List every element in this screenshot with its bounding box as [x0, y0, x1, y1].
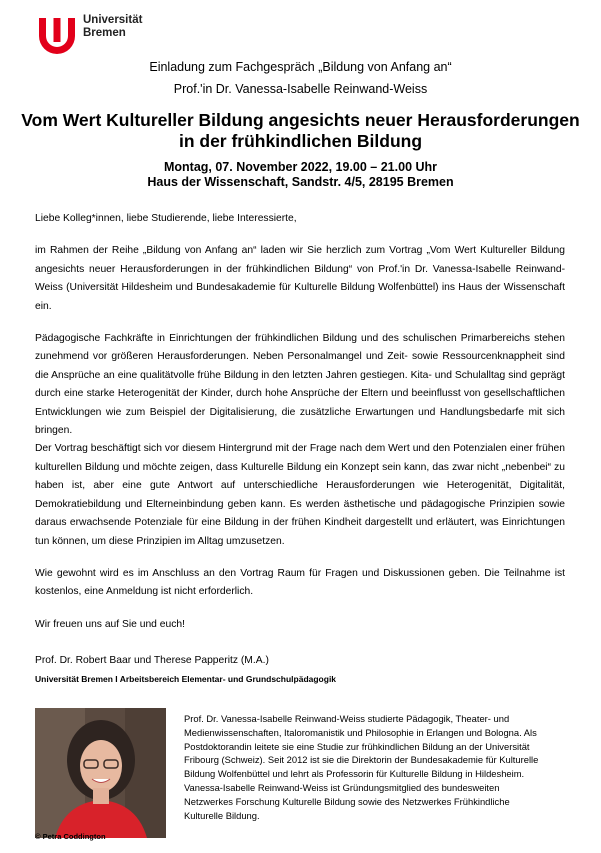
body-text: [35, 210, 565, 634]
paragraph-3: Der Vortrag beschäftigt sich vor diesem Hintergrund mit der Frage nach dem Wert und den Potenzialen einer frühen kulturellen Bildung und möchte zeigen, dass Kulturelle Bildung ein Konzept sein kann, das zwar nicht „nebenbei“ zu haben ist, aber eine gute Antwort auf unterschiedliche Herausforderungen wie Heterogenität, Digitalität, Demokratiebildung und Elterneinbindung geben kann. Es werden ästhetische und pädagogische Prinzipien sowie daraus erwachsende Potenziale für eine Bildung in der frühen Kindheit dargestellt und erläutert, was Einrichtungen tun können, um diese Prinzipien im Alltag umzusetzen.: [35, 443, 565, 547]
invitation-line: Einladung zum Fachgespräch „Bildung von Anfang an“: [149, 60, 452, 74]
event-date: Montag, 07. November 2022, 19.00 – 21.00 Uhr: [163, 160, 438, 174]
event-location: Haus der Wissenschaft, Sandstr. 4/5, 28195 Bremen: [147, 175, 454, 189]
speaker-line: Prof.'in Dr. Vanessa-Isabelle Reinwand-Weiss: [173, 82, 428, 96]
university-line2: Bremen: [83, 27, 126, 39]
university-logo: [35, 16, 79, 56]
greeting: Liebe Kolleg*innen, liebe Studierende, liebe Interessierte,: [35, 213, 297, 224]
speaker-portrait: [35, 708, 166, 838]
university-name: [83, 14, 142, 40]
paragraph-2: Pädagogische Fachkräfte in Einrichtungen der frühkindlichen Bildung und des schulischen Primarbereichs stehen zunehmend vor größeren Herausforderungen. Neben Personalmangel und Zeit- sowie Ressourcenknappheit sind die Ansprüche an eine qualitätvolle frühe Bildung in den letzten Jahren gestiegen. Kita- und Schulalltag sind geprägt durch eine starke Heterogenität der Kinder, durch hohe Ansprüche der Eltern und beeinflusst von gesellschaftlichen Entwicklungen wie zum Beispiel der Digitalisierung, die zusätzliche Erwartungen und Handlungsbedarfe mit sich bringen.: [35, 333, 565, 437]
paragraph-1: im Rahmen der Reihe „Bildung von Anfang an“ laden wir Sie herzlich zum Vortrag „Vom Wert Kultureller Bildung angesichts neuer Herausforderungen in der frühkindlichen Bildung“ von Prof.'in Dr. Vanessa-Isabelle Reinwand-Weiss (Universität Hildesheim und Bundesakademie für Kulturelle Bildung Wolfenbüttel) ins Haus der Wissenschaft ein.: [35, 245, 565, 312]
photo-credit: © Petra Coddington: [35, 832, 106, 841]
paragraph-4: Wie gewohnt wird es im Anschluss an den Vortrag Raum für Fragen und Diskussionen geben. Die Teilnahme ist kostenlos, eine Anmeldung ist nicht erforderlich.: [35, 567, 565, 598]
university-line1: Universität: [83, 14, 143, 26]
speaker-bio: Prof. Dr. Vanessa-Isabelle Reinwand-Weiss studierte Pädagogik, Theater- und Medienwissenschaften, Italoromanistik und Philosophie in Erlangen und Bologna. Als Postdoktorandin leitete sie eine Studie zur frühkindlichen Bildung an der Universität Fribourg (Schweiz). Seit 2012 ist sie die Direktorin der Bundesakademie für Kulturelle Bildung Wolfenbüttel und lehrt als Professorin für Kulturelle Bildung in Hildesheim. Vanessa-Isabelle Reinwand-Weiss ist Gründungsmitglied des bundesweiten Netzwerkes Forschung Kulturelle Bildung sowie des Netzwerkes Frühkindliche Kulturelle Bildung.: [184, 713, 539, 821]
signature-affiliation: Universität Bremen I Arbeitsbereich Elementar- und Grundschulpädagogik: [35, 674, 337, 684]
signature-names: Prof. Dr. Robert Baar und Therese Papperitz (M.A.): [35, 655, 269, 666]
talk-title: Vom Wert Kultureller Bildung angesichts neuer Herausforderungen in der frühkindlichen Bildung: [21, 110, 580, 151]
closing-line: Wir freuen uns auf Sie und euch!: [35, 618, 185, 630]
